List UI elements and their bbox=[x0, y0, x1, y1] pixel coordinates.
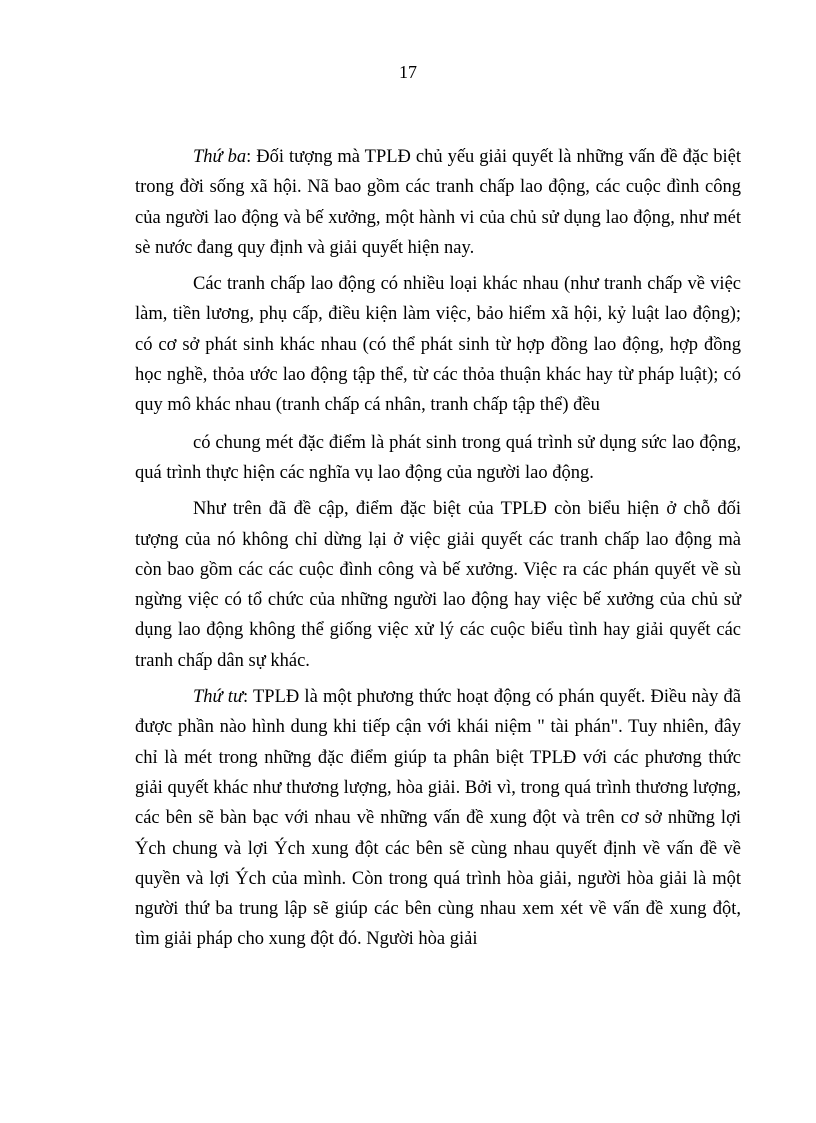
paragraph-text: : TPLĐ là một phương thức hoạt động có phán quyết. Điều này đã được phần nào hình dung khi tiếp cận với khái niệm " tài phán". Tuy nhiên, đây chỉ là mét trong những đặc điểm giúp ta phân biệt TPLĐ với các phương thức giải quyết khác như thương lượng, hòa giải. Bởi vì, trong quá trình thương lượng, các bên sẽ bàn bạc với nhau về những vấn đề xung đột và trên cơ sở những lợi Ých chung và lợi Ých xung đột các bên sẽ cùng nhau quyết định về vấn đề về quyền và lợi Ých của mình. Còn trong quá trình hòa giải, người hòa giải là một người thứ ba trung lập sẽ giúp các bên cùng nhau xem xét về vấn đề xung đột, tìm giải pháp cho xung đột đó. Người hòa giải bbox=[135, 687, 741, 950]
paragraph-thu-ba bbox=[135, 142, 741, 263]
paragraph-thu-tu bbox=[135, 682, 741, 955]
paragraph-continuation bbox=[135, 428, 741, 489]
paragraph-text: : Đối tượng mà TPLĐ chủ yếu giải quyết là những vấn đề đặc biệt trong đời sống xã hội. Nã bao gồm các tranh chấp lao động, các cuộc đình công của người lao động và bế xưởng, một hành vi của chủ sử dụng lao động, như mét sè nước đang quy định và giải quyết hiện nay. bbox=[135, 147, 741, 258]
document-body bbox=[135, 142, 741, 955]
paragraph-text: Các tranh chấp lao động có nhiều loại khác nhau (như tranh chấp về việc làm, tiền lương, phụ cấp, điều kiện làm việc, bảo hiểm xã hội, kỷ luật lao động); có cơ sở phát sinh khác nhau (có thể phát sinh từ hợp đồng lao động, hợp đồng học nghề, thỏa ước lao động tập thể, từ các thỏa thuận khác hay từ pháp luật); có quy mô khác nhau (tranh chấp cá nhân, tranh chấp tập thể) đều bbox=[135, 274, 741, 416]
paragraph-text: có chung mét đặc điểm là phát sinh trong quá trình sử dụng sức lao động, quá trình thực hiện các nghĩa vụ lao động của người lao động. bbox=[135, 432, 741, 483]
paragraph-text: Như trên đã đề cập, điểm đặc biệt của TPLĐ còn biểu hiện ở chỗ đối tượng của nó không chỉ dừng lại ở việc giải quyết các tranh chấp lao động mà còn bao gồm các các cuộc đình công và bế xưởng. Việc ra các phán quyết về sù ngừng việc có tổ chức của những người lao động hay việc bế xưởng của chủ sử dụng lao động không thể giống việc xử lý các cuộc biểu tình hay giải quyết các tranh chấp dân sự khác. bbox=[135, 499, 741, 671]
paragraph-tranh-chap bbox=[135, 269, 741, 420]
paragraph-lead: Thứ ba bbox=[193, 147, 247, 167]
paragraph-lead: Thứ tư bbox=[193, 687, 244, 708]
paragraph-nhu-tren bbox=[135, 494, 741, 676]
page-number: 17 bbox=[399, 62, 417, 82]
